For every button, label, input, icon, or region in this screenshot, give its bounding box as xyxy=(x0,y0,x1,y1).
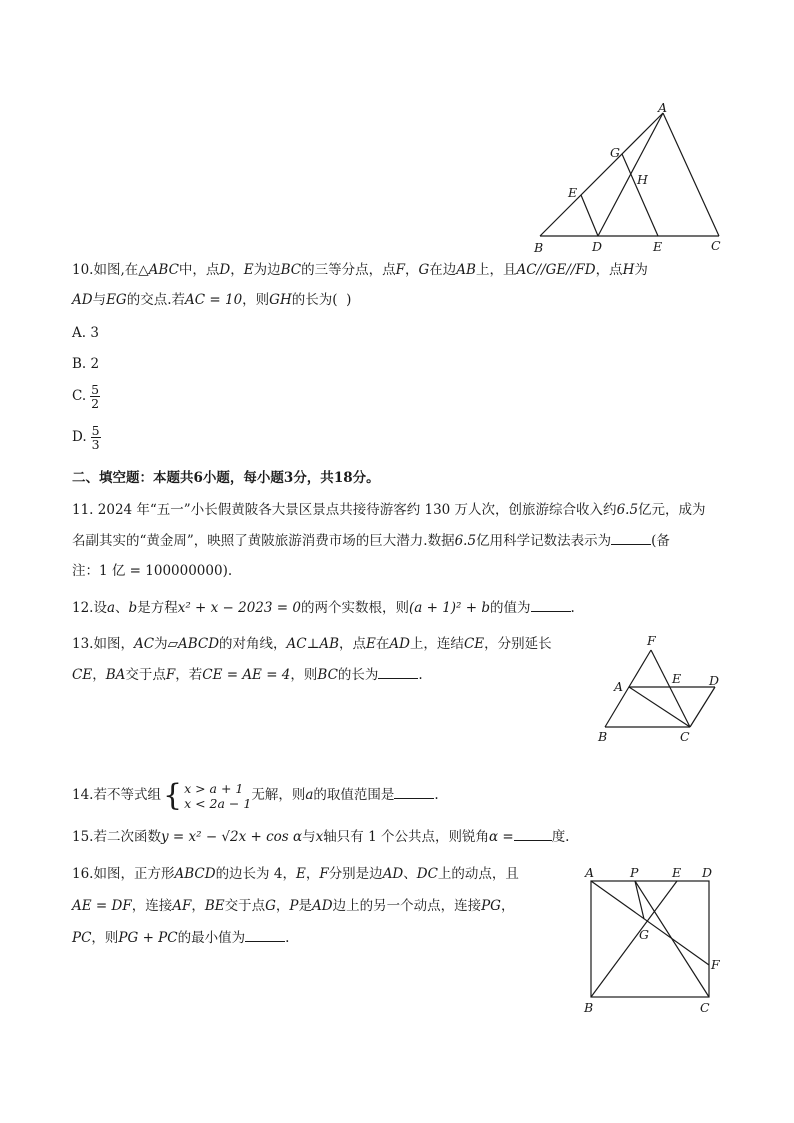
q16-label-G: G xyxy=(639,927,649,942)
q10-stem-line1: 10.如图,在△ABC中，点D，E为边BC的三等分点，点F，G在边AB上，且AC//GE//FD，点H为 xyxy=(72,262,648,278)
q16-label-C: C xyxy=(700,1000,710,1015)
q10-label-E-bottom: E xyxy=(653,239,663,254)
q12-answer-blank[interactable] xyxy=(531,599,571,612)
q11-answer-blank[interactable] xyxy=(611,532,651,545)
q10-label-G: G xyxy=(610,145,620,160)
section2-heading: 二、填空题：本题共6小题，每小题3分，共18分。 xyxy=(72,470,380,486)
q13-label-F: F xyxy=(647,633,656,648)
q14-system-brace: { xyxy=(162,777,183,813)
q16-answer-blank[interactable] xyxy=(245,929,285,942)
q13-line2: CE，BA交于点F，若CE = AE = 4，则BC的长为 . xyxy=(72,667,423,683)
q10-label-E-left: E xyxy=(568,185,578,200)
q10-option-c-fraction: $\frac{5}{2}$ xyxy=(91,382,100,411)
q12-line: 12.设a、b是方程x² + x − 2023 = 0的两个实数根，则(a + 1)² + b的值为 . xyxy=(72,600,575,616)
q13-label-A: A xyxy=(614,679,624,694)
q10-label-A: A xyxy=(658,100,668,115)
q10-option-d-fraction: $\frac{5}{3}$ xyxy=(91,423,100,452)
q16-line2: AE = DF，连接AF，BE交于点G，P是AD边上的另一个动点，连接PG， xyxy=(72,898,515,914)
q13-answer-blank[interactable] xyxy=(378,666,418,679)
q14-line: 14.若不等式组{ x > a + 1 x < 2a − 1 无解，则a的取值范围是 . xyxy=(72,777,439,813)
q13-label-E: E xyxy=(672,671,682,686)
q16-label-E: E xyxy=(672,865,682,880)
q13-label-D: D xyxy=(709,673,720,688)
q11-line3: 注：1 亿 = 100000000). xyxy=(72,563,233,579)
q16-label-A: A xyxy=(585,865,595,880)
q13-label-C: C xyxy=(680,729,690,744)
q15-answer-blank[interactable] xyxy=(514,828,552,841)
q13-figure xyxy=(594,630,729,745)
q10-option-b: B. 2 xyxy=(72,356,100,372)
q16-label-F: F xyxy=(711,957,720,972)
q14-system: x > a + 1 x < 2a − 1 xyxy=(184,780,252,811)
q10-label-D: D xyxy=(592,239,603,254)
q10-option-d: D. $\frac{5}{3}$ xyxy=(72,423,100,452)
q16-label-D: D xyxy=(702,865,713,880)
q10-label-B: B xyxy=(534,240,544,255)
q10-label-C: C xyxy=(711,238,721,253)
q10-option-a: A. 3 xyxy=(72,325,99,341)
q16-label-P: P xyxy=(630,865,639,880)
q11-line1: 11. 2024 年“五一”小长假黄陂各大景区景点共接待游客约 130 万人次，创旅游综合收入约6.5亿元，成为 xyxy=(72,502,706,518)
q10-label-H: H xyxy=(637,172,648,187)
q15-line: 15.若二次函数y = x² − √2x + cos α与x轴只有 1 个公共点，则锐角α = 度. xyxy=(72,829,570,845)
q16-line1: 16.如图，正方形ABCD的边长为 4，E，F分别是边AD、DC上的动点，且 xyxy=(72,866,519,882)
q16-label-B: B xyxy=(584,1000,594,1015)
q16-line3: PC，则PG + PC的最小值为 . xyxy=(72,930,290,946)
q10-stem-line2: AD与EG的交点.若AC = 10，则GH的长为( ) xyxy=(72,292,352,308)
q13-label-B: B xyxy=(598,729,608,744)
q14-answer-blank[interactable] xyxy=(394,786,434,799)
q10-option-c: C. $\frac{5}{2}$ xyxy=(72,382,100,411)
q13-line1: 13.如图，AC为▱ABCD的对角线，AC⊥AB，点E在AD上，连结CE，分别延长 xyxy=(72,636,552,652)
q16-figure xyxy=(576,862,726,1022)
q11-line2: 名副其实的“黄金周”，映照了黄陂旅游消费市场的巨大潜力.数据6.5亿用科学记数法表示为 (备 xyxy=(72,533,670,549)
q10-figure xyxy=(530,100,730,260)
